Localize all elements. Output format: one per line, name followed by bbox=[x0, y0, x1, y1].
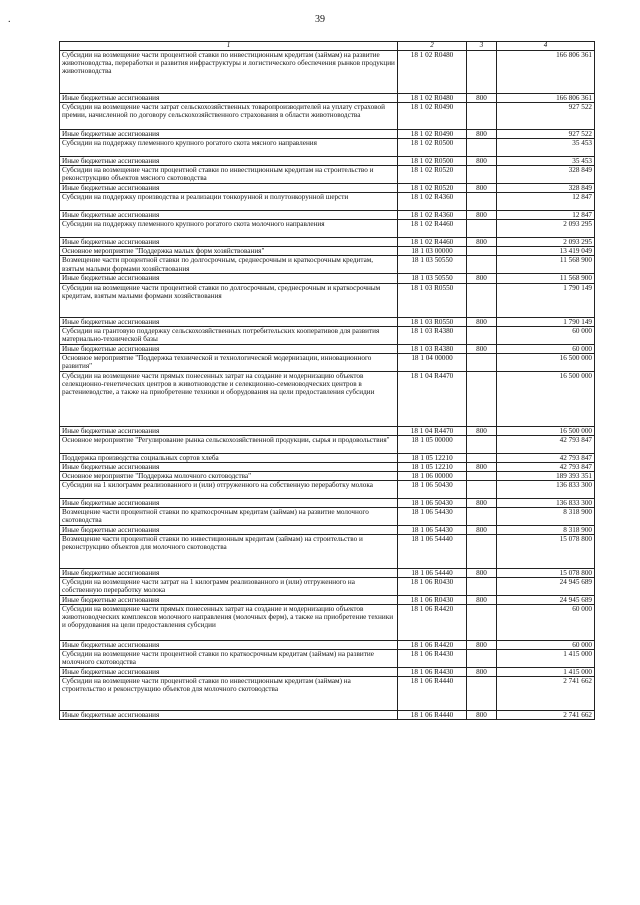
row-code: 18 1 06 54430 bbox=[398, 525, 467, 534]
budget-table bbox=[59, 41, 595, 720]
row-code: 18 1 06 50430 bbox=[398, 498, 467, 507]
row-name: Иные бюджетные ассигнования bbox=[60, 157, 398, 166]
row-expense-type bbox=[467, 256, 497, 274]
table-row bbox=[60, 51, 595, 94]
row-amount: 1 790 149 bbox=[497, 317, 595, 326]
row-expense-type: 800 bbox=[467, 317, 497, 326]
table-row bbox=[60, 103, 595, 130]
row-amount: 24 945 689 bbox=[497, 578, 595, 596]
row-name: Иные бюджетные ассигнования bbox=[60, 274, 398, 283]
row-amount: 927 522 bbox=[497, 130, 595, 139]
row-name: Основное мероприятие "Регулирование рынка сельскохозяйственной продукции, сырья и продовольствия" bbox=[60, 435, 398, 453]
row-code: 18 1 03 R4380 bbox=[398, 344, 467, 353]
row-amount: 16 500 000 bbox=[497, 371, 595, 426]
column-header-name: 1 bbox=[60, 42, 398, 51]
row-amount: 927 522 bbox=[497, 103, 595, 130]
row-amount: 12 847 bbox=[497, 193, 595, 211]
row-code: 18 1 06 R4420 bbox=[398, 641, 467, 650]
header-row bbox=[60, 42, 595, 51]
row-amount: 12 847 bbox=[497, 211, 595, 220]
row-code: 18 1 03 00000 bbox=[398, 247, 467, 256]
row-amount: 60 000 bbox=[497, 344, 595, 353]
row-expense-type bbox=[467, 578, 497, 596]
table-row bbox=[60, 247, 595, 256]
row-expense-type bbox=[467, 103, 497, 130]
row-code: 18 1 05 12210 bbox=[398, 453, 467, 462]
row-name: Поддержка производства социальных сортов хлеба bbox=[60, 453, 398, 462]
row-expense-type bbox=[467, 677, 497, 711]
row-name: Основное мероприятие "Поддержка малых форм хозяйствования" bbox=[60, 247, 398, 256]
row-name: Субсидии на поддержку племенного крупного рогатого скота молочного направления bbox=[60, 220, 398, 238]
row-code: 18 1 06 R4430 bbox=[398, 650, 467, 668]
row-amount: 136 833 300 bbox=[497, 498, 595, 507]
row-code: 18 1 06 R4430 bbox=[398, 668, 467, 677]
table-row bbox=[60, 677, 595, 711]
table-row bbox=[60, 130, 595, 139]
row-code: 18 1 02 R0490 bbox=[398, 130, 467, 139]
table-row bbox=[60, 569, 595, 578]
row-code: 18 1 05 00000 bbox=[398, 435, 467, 453]
row-expense-type bbox=[467, 353, 497, 371]
row-expense-type bbox=[467, 371, 497, 426]
table-row bbox=[60, 94, 595, 103]
row-expense-type: 800 bbox=[467, 525, 497, 534]
row-name: Иные бюджетные ассигнования bbox=[60, 94, 398, 103]
row-amount: 42 793 847 bbox=[497, 462, 595, 471]
row-name: Иные бюджетные ассигнования bbox=[60, 344, 398, 353]
table-row bbox=[60, 166, 595, 184]
row-name: Субсидии на поддержку племенного крупного рогатого скота мясного направления bbox=[60, 139, 398, 157]
table-row bbox=[60, 157, 595, 166]
row-code: 18 1 06 R0430 bbox=[398, 578, 467, 596]
row-amount: 2 741 662 bbox=[497, 711, 595, 720]
row-amount: 11 568 900 bbox=[497, 274, 595, 283]
row-code: 18 1 04 R4470 bbox=[398, 371, 467, 426]
table-row bbox=[60, 453, 595, 462]
row-name: Субсидии на возмещение части прямых понесенных затрат на создание и модернизацию объектов селекционно-генетических центров в животноводстве и селекционно-семеноводческих центров в растениеводстве, а также на приобретение техники и оборудования на цели предоставления субсидии bbox=[60, 371, 398, 426]
table-row bbox=[60, 238, 595, 247]
row-expense-type bbox=[467, 51, 497, 94]
row-amount: 60 000 bbox=[497, 641, 595, 650]
row-amount: 2 093 295 bbox=[497, 220, 595, 238]
table-row bbox=[60, 668, 595, 677]
table-row bbox=[60, 317, 595, 326]
row-name: Субсидии на возмещение части процентной ставки по инвестиционным кредитам (займам) на развитие животноводства, переработки и развития инфраструктуры и логистического обеспечения рынков продукции животноводства bbox=[60, 51, 398, 94]
row-name: Иные бюджетные ассигнования bbox=[60, 711, 398, 720]
row-expense-type bbox=[467, 650, 497, 668]
row-expense-type: 800 bbox=[467, 274, 497, 283]
column-header-expense-type: 3 bbox=[467, 42, 497, 51]
row-code: 18 1 03 50550 bbox=[398, 256, 467, 274]
row-name: Субсидии на возмещение части процентной ставки по инвестиционным кредитам на строительство и реконструкцию объектов мясного скотоводства bbox=[60, 166, 398, 184]
row-expense-type bbox=[467, 605, 497, 641]
row-name: Возмещение части процентной ставки по инвестиционным кредитам (займам) на строительство и реконструкцию объектов для молочного скотоводства bbox=[60, 535, 398, 569]
row-expense-type: 800 bbox=[467, 668, 497, 677]
row-code: 18 1 03 R0550 bbox=[398, 317, 467, 326]
row-amount: 11 568 900 bbox=[497, 256, 595, 274]
table-row bbox=[60, 193, 595, 211]
row-name: Иные бюджетные ассигнования bbox=[60, 525, 398, 534]
row-expense-type bbox=[467, 193, 497, 211]
row-code: 18 1 02 R0500 bbox=[398, 139, 467, 157]
row-amount: 42 793 847 bbox=[497, 435, 595, 453]
table-row bbox=[60, 578, 595, 596]
row-amount: 35 453 bbox=[497, 139, 595, 157]
row-name: Иные бюджетные ассигнования bbox=[60, 184, 398, 193]
table-row bbox=[60, 507, 595, 525]
row-code: 18 1 02 R0490 bbox=[398, 103, 467, 130]
row-name: Субсидии на грантовую поддержку сельскохозяйственных потребительских кооперативов для развития материально-технической базы bbox=[60, 326, 398, 344]
table-row bbox=[60, 353, 595, 371]
row-amount: 16 500 000 bbox=[497, 426, 595, 435]
table-row bbox=[60, 480, 595, 498]
row-code: 18 1 06 R0430 bbox=[398, 596, 467, 605]
row-amount: 166 806 361 bbox=[497, 94, 595, 103]
row-amount: 136 833 300 bbox=[497, 480, 595, 498]
row-expense-type: 800 bbox=[467, 184, 497, 193]
row-expense-type bbox=[467, 507, 497, 525]
row-name: Иные бюджетные ассигнования bbox=[60, 641, 398, 650]
row-code: 18 1 02 R4360 bbox=[398, 193, 467, 211]
row-amount: 35 453 bbox=[497, 157, 595, 166]
row-code: 18 1 06 R4440 bbox=[398, 677, 467, 711]
row-code: 18 1 06 54440 bbox=[398, 569, 467, 578]
table-row bbox=[60, 435, 595, 453]
table-row bbox=[60, 498, 595, 507]
row-code: 18 1 02 R0480 bbox=[398, 94, 467, 103]
table-row bbox=[60, 471, 595, 480]
row-name: Иные бюджетные ассигнования bbox=[60, 130, 398, 139]
row-expense-type bbox=[467, 283, 497, 317]
table-row bbox=[60, 220, 595, 238]
row-name: Иные бюджетные ассигнования bbox=[60, 462, 398, 471]
row-code: 18 1 05 12210 bbox=[398, 462, 467, 471]
row-name: Иные бюджетные ассигнования bbox=[60, 238, 398, 247]
row-expense-type: 800 bbox=[467, 211, 497, 220]
row-name: Иные бюджетные ассигнования bbox=[60, 498, 398, 507]
row-code: 18 1 06 54440 bbox=[398, 535, 467, 569]
row-amount: 1 790 149 bbox=[497, 283, 595, 317]
row-expense-type bbox=[467, 535, 497, 569]
row-name: Основное мероприятие "Поддержка молочного скотоводства" bbox=[60, 471, 398, 480]
row-name: Иные бюджетные ассигнования bbox=[60, 596, 398, 605]
row-amount: 13 419 049 bbox=[497, 247, 595, 256]
row-amount: 8 318 900 bbox=[497, 525, 595, 534]
table-row bbox=[60, 525, 595, 534]
row-expense-type bbox=[467, 453, 497, 462]
table-row bbox=[60, 326, 595, 344]
row-amount: 16 500 000 bbox=[497, 353, 595, 371]
row-amount: 8 318 900 bbox=[497, 507, 595, 525]
row-name: Иные бюджетные ассигнования bbox=[60, 211, 398, 220]
row-expense-type: 800 bbox=[467, 130, 497, 139]
row-expense-type: 800 bbox=[467, 596, 497, 605]
table-row bbox=[60, 256, 595, 274]
row-amount: 2 093 295 bbox=[497, 238, 595, 247]
row-name: Возмещение части процентной ставки по краткосрочным кредитам (займам) на развитие молочного скотоводства bbox=[60, 507, 398, 525]
row-name: Основное мероприятие "Поддержка технической и технологической модернизации, инновационного развития" bbox=[60, 353, 398, 371]
row-expense-type: 800 bbox=[467, 711, 497, 720]
row-code: 18 1 03 50550 bbox=[398, 274, 467, 283]
row-expense-type: 800 bbox=[467, 462, 497, 471]
table-row bbox=[60, 535, 595, 569]
row-amount: 15 078 800 bbox=[497, 535, 595, 569]
table-row bbox=[60, 605, 595, 641]
row-code: 18 1 02 R4460 bbox=[398, 220, 467, 238]
row-amount: 42 793 847 bbox=[497, 453, 595, 462]
row-code: 18 1 02 R4460 bbox=[398, 238, 467, 247]
row-code: 18 1 02 R0520 bbox=[398, 166, 467, 184]
row-expense-type: 800 bbox=[467, 426, 497, 435]
row-name: Иные бюджетные ассигнования bbox=[60, 569, 398, 578]
row-expense-type: 800 bbox=[467, 569, 497, 578]
row-expense-type bbox=[467, 139, 497, 157]
row-code: 18 1 06 R4440 bbox=[398, 711, 467, 720]
row-code: 18 1 02 R4360 bbox=[398, 211, 467, 220]
row-amount: 328 849 bbox=[497, 184, 595, 193]
row-expense-type: 800 bbox=[467, 94, 497, 103]
row-expense-type bbox=[467, 247, 497, 256]
table-row bbox=[60, 650, 595, 668]
row-name: Субсидии на возмещение части затрат сельскохозяйственных товаропроизводителей на уплату страховой премии, начисленной по договору сельскохозяйственного страхования в области животноводства bbox=[60, 103, 398, 130]
row-code: 18 1 04 00000 bbox=[398, 353, 467, 371]
row-amount: 2 741 662 bbox=[497, 677, 595, 711]
row-code: 18 1 02 R0520 bbox=[398, 184, 467, 193]
row-amount: 1 415 000 bbox=[497, 668, 595, 677]
column-header-amount: 4 bbox=[497, 42, 595, 51]
scan-mark: . bbox=[8, 14, 11, 25]
table-row bbox=[60, 641, 595, 650]
row-name: Субсидии на возмещение части прямых понесенных затрат на создание и модернизацию объектов животноводческих комплексов молочного направления (молочных ферм), а также на приобретение техники и оборудования на цели предоставления субсидии bbox=[60, 605, 398, 641]
row-name: Субсидии на 1 килограмм реализованного и (или) отгруженного на собственную переработку молока bbox=[60, 480, 398, 498]
row-code: 18 1 03 R4380 bbox=[398, 326, 467, 344]
column-header-code: 2 bbox=[398, 42, 467, 51]
row-expense-type bbox=[467, 326, 497, 344]
row-amount: 189 393 351 bbox=[497, 471, 595, 480]
row-amount: 60 000 bbox=[497, 605, 595, 641]
row-code: 18 1 06 54430 bbox=[398, 507, 467, 525]
row-code: 18 1 06 50430 bbox=[398, 480, 467, 498]
row-expense-type bbox=[467, 435, 497, 453]
row-amount: 328 849 bbox=[497, 166, 595, 184]
row-expense-type: 800 bbox=[467, 498, 497, 507]
table-row bbox=[60, 426, 595, 435]
row-name: Иные бюджетные ассигнования bbox=[60, 426, 398, 435]
row-name: Субсидии на возмещение части процентной ставки по краткосрочным кредитам (займам) на развитие молочного скотоводства bbox=[60, 650, 398, 668]
row-code: 18 1 06 R4420 bbox=[398, 605, 467, 641]
row-name: Иные бюджетные ассигнования bbox=[60, 668, 398, 677]
row-code: 18 1 06 00000 bbox=[398, 471, 467, 480]
row-code: 18 1 02 R0500 bbox=[398, 157, 467, 166]
row-code: 18 1 02 R0480 bbox=[398, 51, 467, 94]
table-row bbox=[60, 211, 595, 220]
row-name: Иные бюджетные ассигнования bbox=[60, 317, 398, 326]
row-expense-type: 800 bbox=[467, 238, 497, 247]
table-row bbox=[60, 462, 595, 471]
row-name: Субсидии на возмещение части затрат на 1 килограмм реализованного и (или) отгруженного на собственную переработку молока bbox=[60, 578, 398, 596]
row-expense-type bbox=[467, 480, 497, 498]
row-name: Возмещение части процентной ставки по долгосрочным, среднесрочным и краткосрочным кредитам, взятым малыми формами хозяйствования bbox=[60, 256, 398, 274]
row-expense-type: 800 bbox=[467, 157, 497, 166]
row-expense-type bbox=[467, 220, 497, 238]
row-code: 18 1 04 R4470 bbox=[398, 426, 467, 435]
page-number: 39 bbox=[315, 14, 325, 25]
row-amount: 24 945 689 bbox=[497, 596, 595, 605]
table-row bbox=[60, 274, 595, 283]
table-row bbox=[60, 344, 595, 353]
row-amount: 15 078 800 bbox=[497, 569, 595, 578]
row-name: Субсидии на поддержку производства и реализации тонкорунной и полутонкорунной шерсти bbox=[60, 193, 398, 211]
row-expense-type bbox=[467, 471, 497, 480]
row-amount: 1 415 000 bbox=[497, 650, 595, 668]
table-row bbox=[60, 139, 595, 157]
table-row bbox=[60, 711, 595, 720]
row-expense-type: 800 bbox=[467, 344, 497, 353]
row-amount: 166 806 361 bbox=[497, 51, 595, 94]
row-name: Субсидии на возмещение части процентной ставки по долгосрочным, среднесрочным и краткосрочным кредитам, взятым малыми формами хозяйствования bbox=[60, 283, 398, 317]
row-expense-type bbox=[467, 166, 497, 184]
row-amount: 60 000 bbox=[497, 326, 595, 344]
table-body bbox=[60, 51, 595, 720]
table-row bbox=[60, 371, 595, 426]
table-row bbox=[60, 283, 595, 317]
row-name: Субсидии на возмещение части процентной ставки по инвестиционным кредитам (займам) на строительство и реконструкцию объектов для молочного скотоводства bbox=[60, 677, 398, 711]
row-expense-type: 800 bbox=[467, 641, 497, 650]
row-code: 18 1 03 R0550 bbox=[398, 283, 467, 317]
table-row bbox=[60, 184, 595, 193]
table-row bbox=[60, 596, 595, 605]
